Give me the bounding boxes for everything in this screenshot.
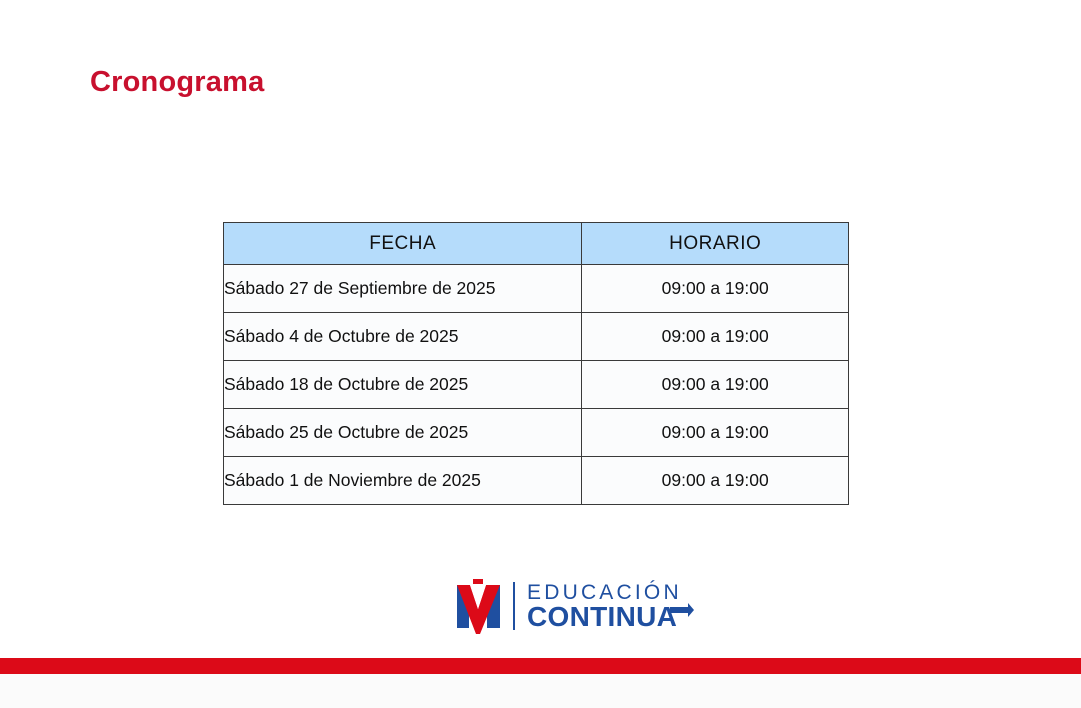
header-horario: HORARIO <box>582 223 849 265</box>
date-cell: Sábado 1 de Noviembre de 2025 <box>224 457 582 505</box>
table-row <box>224 457 849 505</box>
table-row <box>224 313 849 361</box>
time-cell: 09:00 a 19:00 <box>582 457 849 505</box>
logo-divider <box>513 582 515 630</box>
date-cell: Sábado 27 de Septiembre de 2025 <box>224 265 582 313</box>
table-row <box>224 361 849 409</box>
time-cell: 09:00 a 19:00 <box>582 361 849 409</box>
header-fecha: FECHA <box>224 223 582 265</box>
footer-red-bar <box>0 658 1081 674</box>
logo-continua: CONTINUA <box>527 601 678 632</box>
table-row <box>224 409 849 457</box>
header-row <box>224 223 849 265</box>
page-title: Cronograma <box>90 66 265 98</box>
schedule-table <box>223 222 849 505</box>
table-body <box>224 265 849 505</box>
date-cell: Sábado 18 de Octubre de 2025 <box>224 361 582 409</box>
logo-educacion: EDUCACIÓN <box>527 581 682 604</box>
date-cell: Sábado 25 de Octubre de 2025 <box>224 409 582 457</box>
date-cell: Sábado 4 de Octubre de 2025 <box>224 313 582 361</box>
time-cell: 09:00 a 19:00 <box>582 313 849 361</box>
footer-strip <box>0 674 1081 708</box>
table-row <box>224 265 849 313</box>
time-cell: 09:00 a 19:00 <box>582 409 849 457</box>
table-header <box>224 223 849 265</box>
time-cell: 09:00 a 19:00 <box>582 265 849 313</box>
